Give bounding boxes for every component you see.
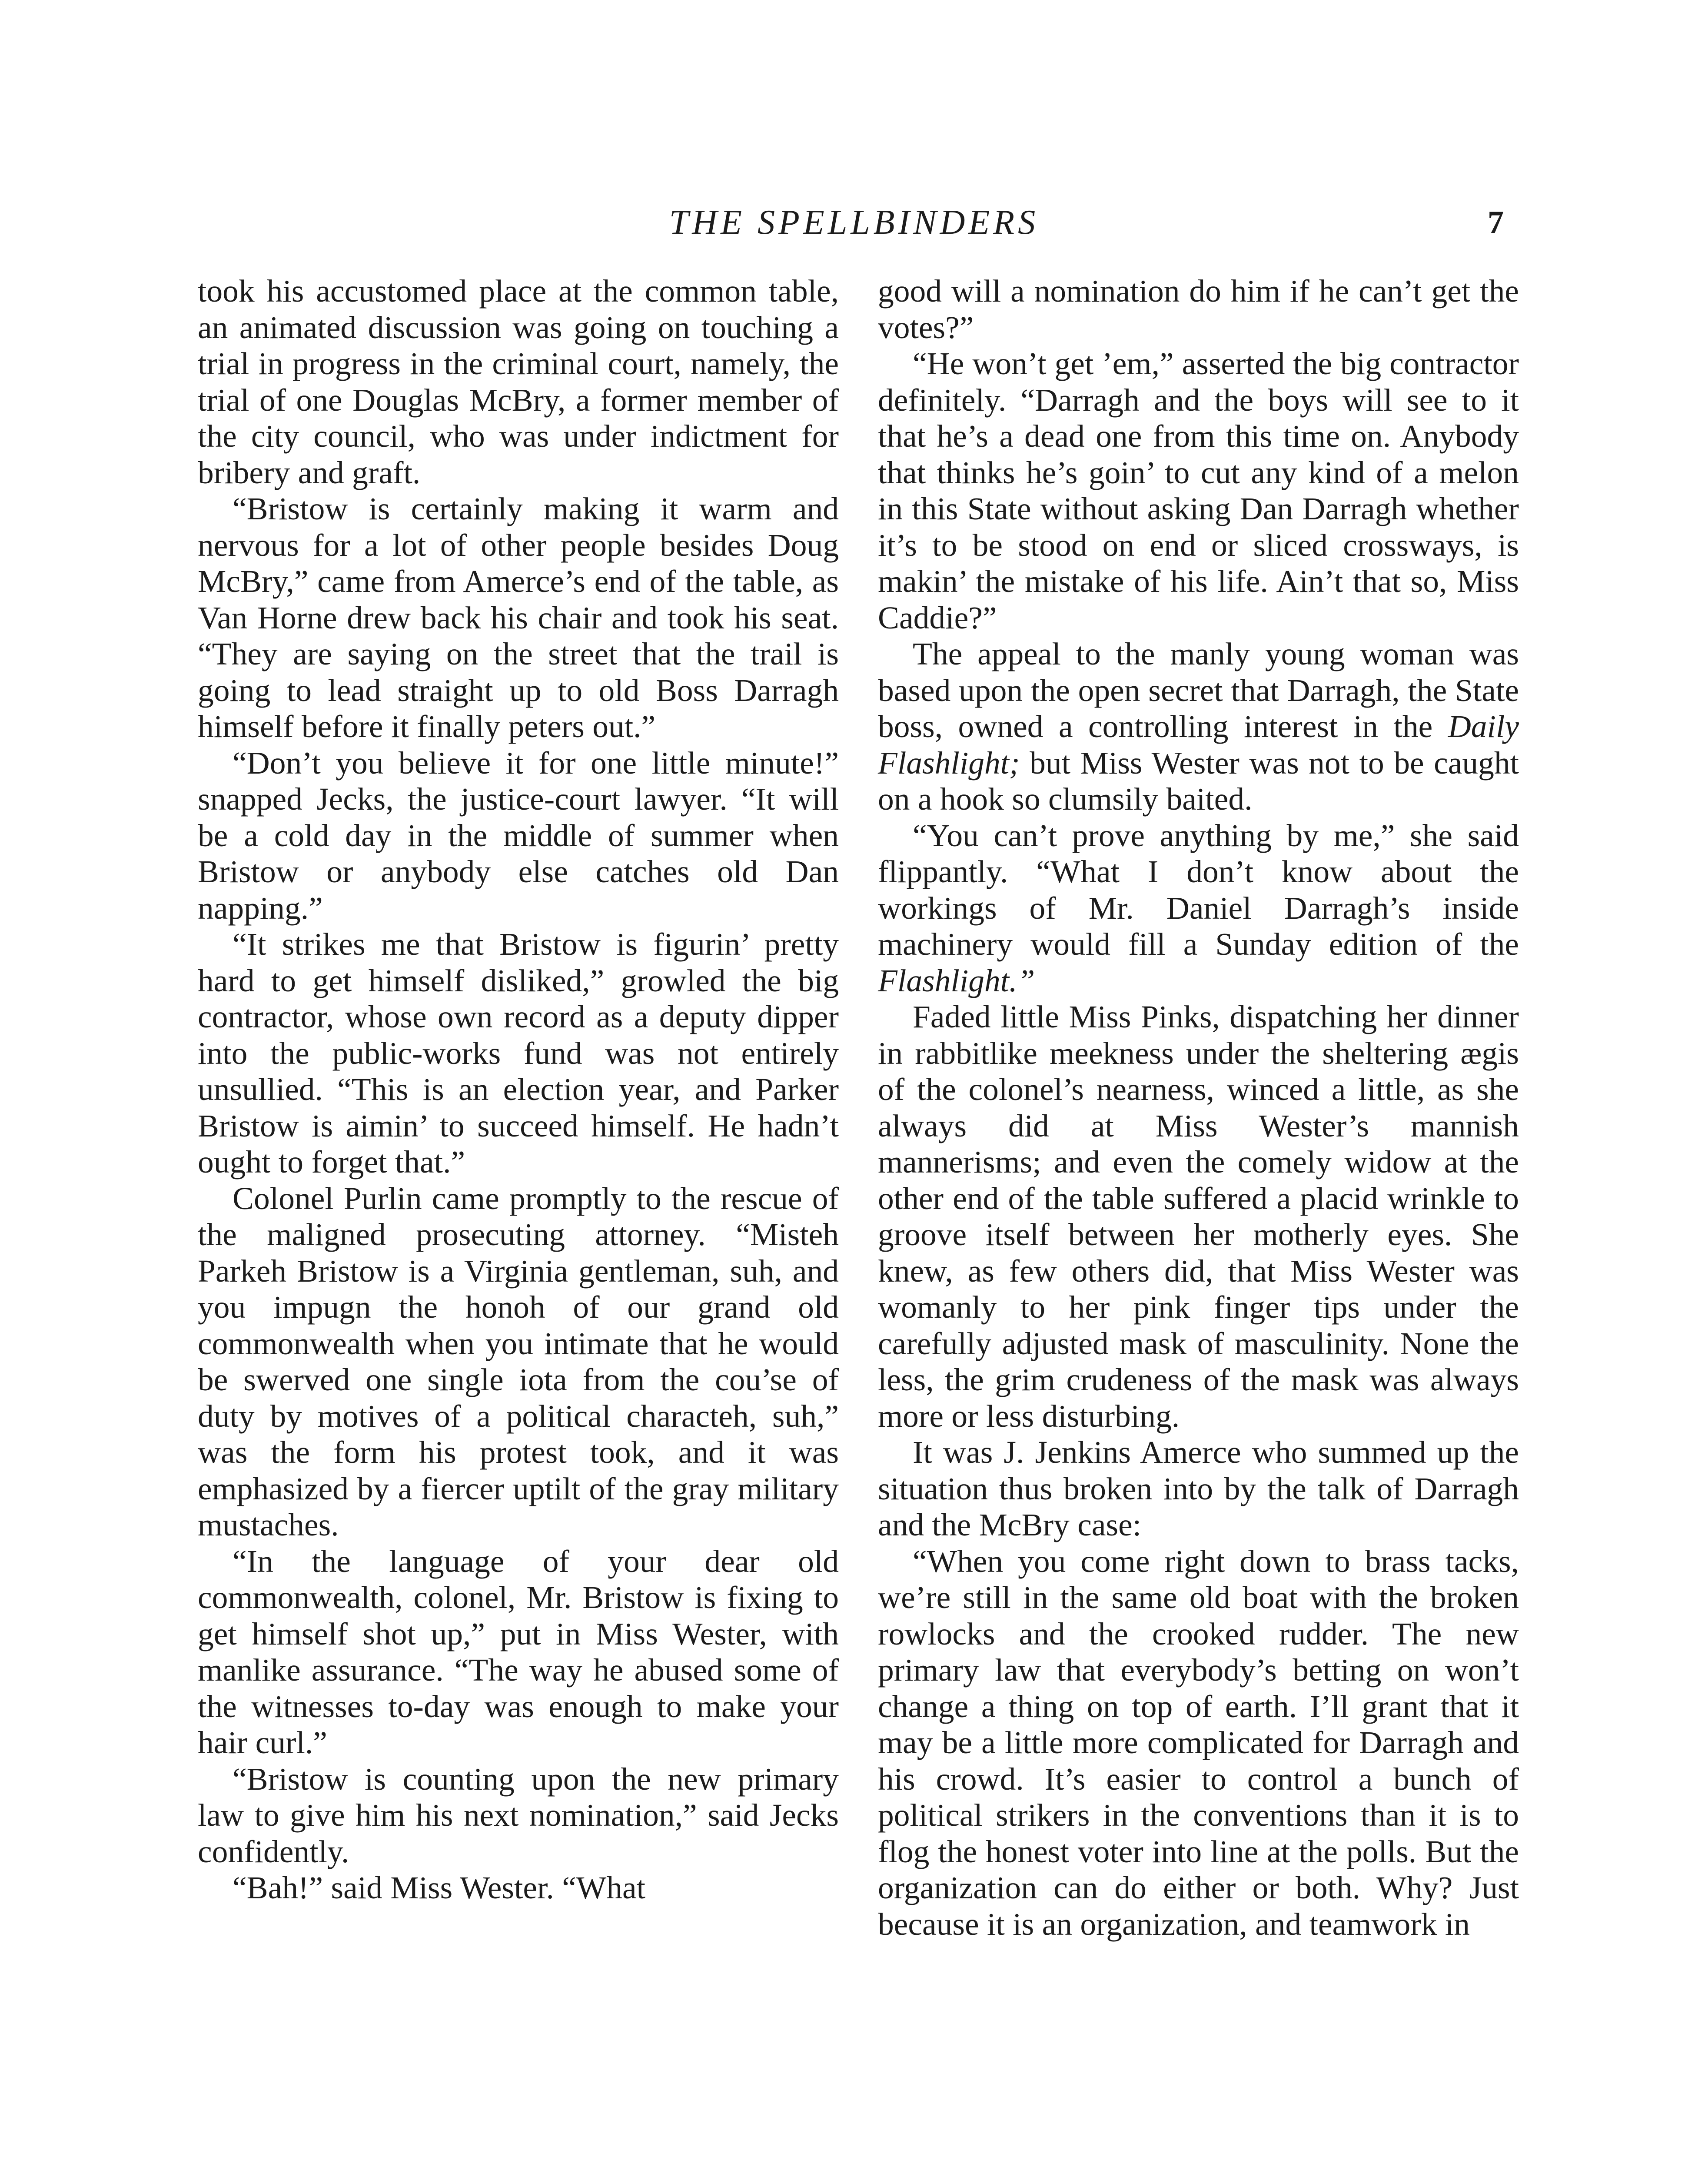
paragraph: “In the language of your dear old commonwealth, colonel, Mr. Bristow is fixing to get himself shot up,” put in Miss Wester, with manlike assurance. “The way he abused some of the witnesses to-day was enough to make your hair curl.” — [198, 1543, 839, 1760]
paragraph — [878, 636, 1519, 817]
paragraph — [878, 817, 1519, 999]
paragraph: It was J. Jenkins Amerce who summed up the situation thus broken into by the talk of Darragh and the McBry case: — [878, 1435, 1519, 1542]
page-header — [0, 201, 1708, 244]
paragraph: “When you come right down to brass tacks, we’re still in the same old boat with the broken rowlocks and the crooked rudder. The new primary law that everybody’s betting on won’t change a thing on top of earth. I’ll grant that it may be a little more complicated for Darragh and his crowd. It’s easier to control a bunch of political strikers in the conventions than it is to flog the honest voter into line at the polls. But the organization can do either or both. Why? Just because it is an organization, and teamwork in — [878, 1543, 1519, 1942]
right-column — [878, 273, 1519, 1942]
paragraph: took his accustomed place at the common table, an animated discussion was going on touching a trial in progress in the criminal court, namely, the trial of one Douglas McBry, a former member of the city council, who was under indictment for bribery and graft. — [198, 273, 839, 490]
paragraph: Colonel Purlin came promptly to the rescue of the maligned prosecuting attorney. “Misteh Parkeh Bristow is a Virginia gentleman, suh, and you impugn the honoh of our grand old commonwealth when you intimate that he would be swerved one single iota from the cou’se of duty by motives of a political characteh, suh,” was the form his protest took, and it was emphasized by a fiercer uptilt of the gray military mustaches. — [198, 1180, 839, 1542]
paragraph-text: “You can’t prove anything by me,” she said flippantly. “What I don’t know about the workings of Mr. Daniel Darragh’s inside machinery would fill a Sunday edition of the — [878, 817, 1519, 962]
page-number: 7 — [1488, 205, 1504, 240]
paragraph: “Don’t you believe it for one little minute!” snapped Jecks, the justice-court lawyer. “It will be a cold day in the middle of summer when Bristow or anybody else catches old Dan napping.” — [198, 745, 839, 926]
paragraph-text: The appeal to the manly young woman was based upon the open secret that Darragh, the State boss, owned a controlling interest in the — [878, 636, 1519, 744]
paragraph: “He won’t get ’em,” asserted the big contractor definitely. “Darragh and the boys will see to it that he’s a dead one from this time on. Anybody that thinks he’s goin’ to cut any kind of a melon in this State without asking Dan Darragh whether it’s to be stood on end or sliced crossways, is makin’ the mistake of his life. Ain’t that so, Miss Caddie?” — [878, 346, 1519, 635]
paragraph: Faded little Miss Pinks, dispatching her dinner in rabbitlike meekness under the sheltering ægis of the colonel’s nearness, winced a little, as she always did at Miss Wester’s mannish mannerisms; and even the comely widow at the other end of the table suffered a placid wrinkle to groove itself between her motherly eyes. She knew, as few others did, that Miss Wester was womanly to her pink finger tips under the carefully adjusted mask of masculinity. None the less, the grim crudeness of the mask was always more or less disturbing. — [878, 999, 1519, 1434]
paragraph: good will a nomination do him if he can’t get the votes?” — [878, 273, 1519, 345]
paragraph: “Bristow is certainly making it warm and nervous for a lot of other people besides Doug McBry,” came from Amerce’s end of the table, as Van Horne drew back his chair and took his seat. “They are saying on the street that the trail is going to lead straight up to old Boss Darragh himself before it finally peters out.” — [198, 491, 839, 744]
left-column — [198, 273, 839, 1906]
paragraph-text: but Miss Wester was not to be caught on a hook so clumsily baited. — [878, 745, 1519, 817]
newspaper-title: Flashlight.” — [878, 963, 1035, 998]
running-title: THE SPELLBINDERS — [669, 203, 1039, 242]
paragraph: “Bah!” said Miss Wester. “What — [233, 1870, 646, 1905]
paragraph: “Bristow is counting upon the new primary law to give him his next nomination,” said Jecks confidently. — [198, 1761, 839, 1869]
newspaper-title: Daily Flashlight; — [878, 709, 1519, 781]
paragraph: “It strikes me that Bristow is figurin’ pretty hard to get himself disliked,” growled the big contractor, whose own record as a deputy dipper into the public-works fund was not entirely unsullied. “This is an election year, and Parker Bristow is aimin’ to succeed himself. He hadn’t ought to forget that.” — [198, 927, 839, 1180]
